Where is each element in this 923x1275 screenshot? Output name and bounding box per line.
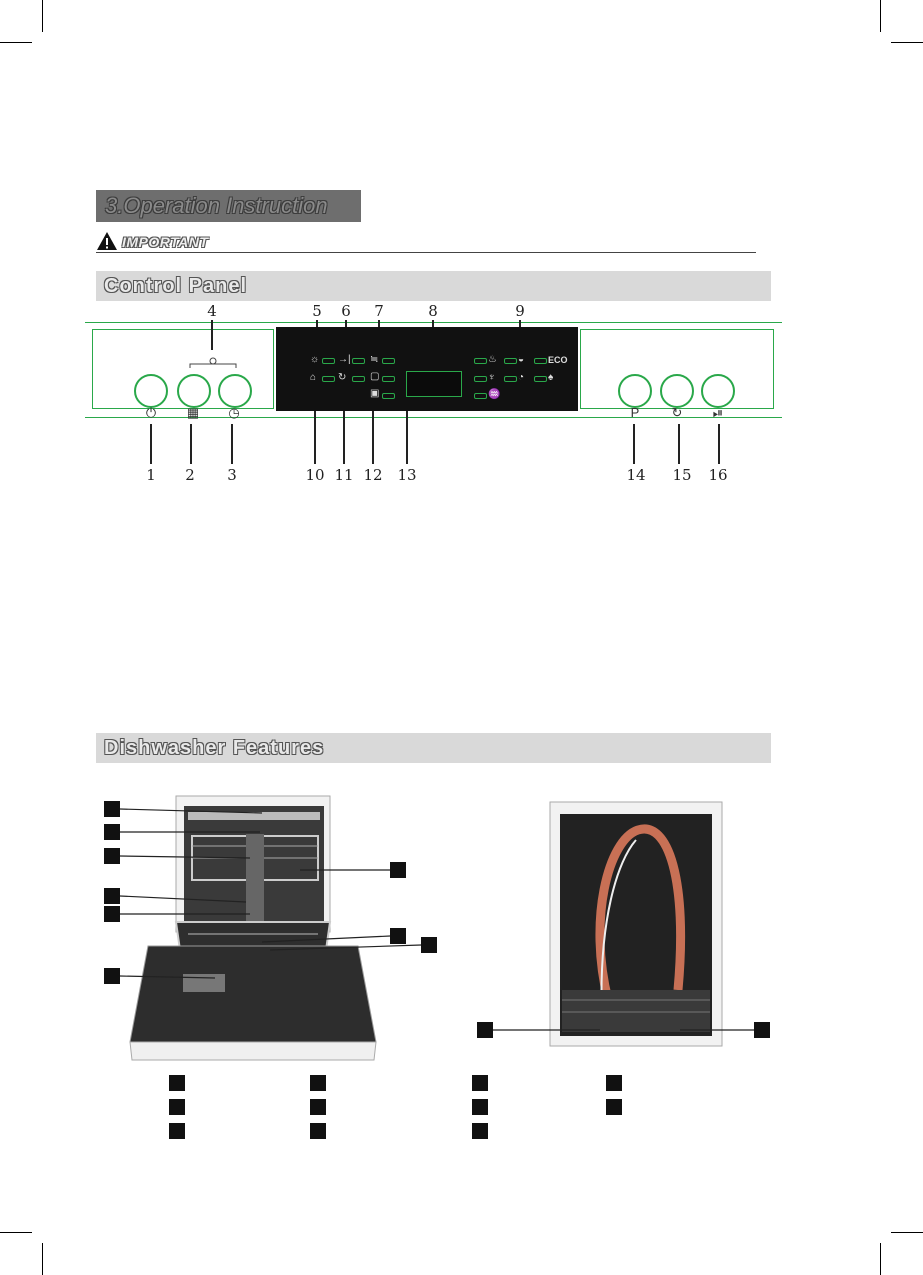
callout-number: 2	[185, 466, 195, 484]
power-icon: ⏻	[145, 405, 157, 420]
half-load-icon: ▦	[186, 405, 200, 420]
callout-number: 9	[515, 302, 525, 320]
callout-number: 8	[428, 302, 438, 320]
callout-number: 15	[672, 466, 692, 484]
callout-number: 10	[305, 466, 325, 484]
normal-program-icon: ◒	[518, 354, 525, 365]
quick-program-icon: ◔	[518, 372, 525, 383]
extra-drying-icon: ↻	[671, 405, 683, 420]
legend-box	[310, 1123, 326, 1139]
important-label: IMPORTANT	[122, 234, 209, 250]
legend-box	[606, 1099, 622, 1115]
callout-number: 12	[363, 466, 383, 484]
half-load-indicator-icon: ▢	[370, 371, 380, 382]
chapter-title: 3.Operation Instruction	[96, 190, 361, 222]
callout-number: 3	[227, 466, 237, 484]
rinse-aid-icon: →|	[338, 354, 351, 365]
legend-box	[472, 1099, 488, 1115]
legend-box	[606, 1075, 622, 1091]
legend-box	[310, 1075, 326, 1091]
glass-program-icon: ♆	[488, 372, 496, 383]
legend-box	[169, 1123, 185, 1139]
callout-number: 6	[341, 302, 351, 320]
callout-number: 14	[626, 466, 646, 484]
program-icon: P	[630, 405, 640, 420]
extra-drying-indicator-icon: ↻	[338, 372, 347, 383]
salt-icon: ☼	[310, 354, 320, 365]
callout-number: 1	[146, 466, 156, 484]
delay-indicator-icon: ▣	[370, 388, 380, 399]
features-title: Dishwasher Features	[96, 733, 771, 763]
child-lock-icon: ⌂	[310, 372, 317, 383]
legend-box	[169, 1099, 185, 1115]
legend-box	[472, 1123, 488, 1139]
eco-label: ECO	[548, 355, 568, 365]
prewash-program-icon: ♒	[488, 389, 501, 400]
rinse-program-icon: ♠	[548, 372, 554, 383]
callout-number: 11	[334, 466, 354, 484]
delay-icon: ◷	[228, 405, 240, 420]
legend-box	[310, 1099, 326, 1115]
intensive-program-icon: ♨	[488, 354, 497, 365]
legend-box	[472, 1075, 488, 1091]
start-pause-icon: ⏯	[712, 405, 724, 420]
callout-number: 4	[207, 302, 217, 320]
callout-number: 7	[374, 302, 384, 320]
callout-number: 5	[312, 302, 322, 320]
control-panel-title: Control Panel	[96, 271, 771, 301]
legend-box	[169, 1075, 185, 1091]
water-tap-icon: ≒	[370, 354, 379, 365]
callout-number: 13	[397, 466, 417, 484]
callout-number: 16	[708, 466, 728, 484]
